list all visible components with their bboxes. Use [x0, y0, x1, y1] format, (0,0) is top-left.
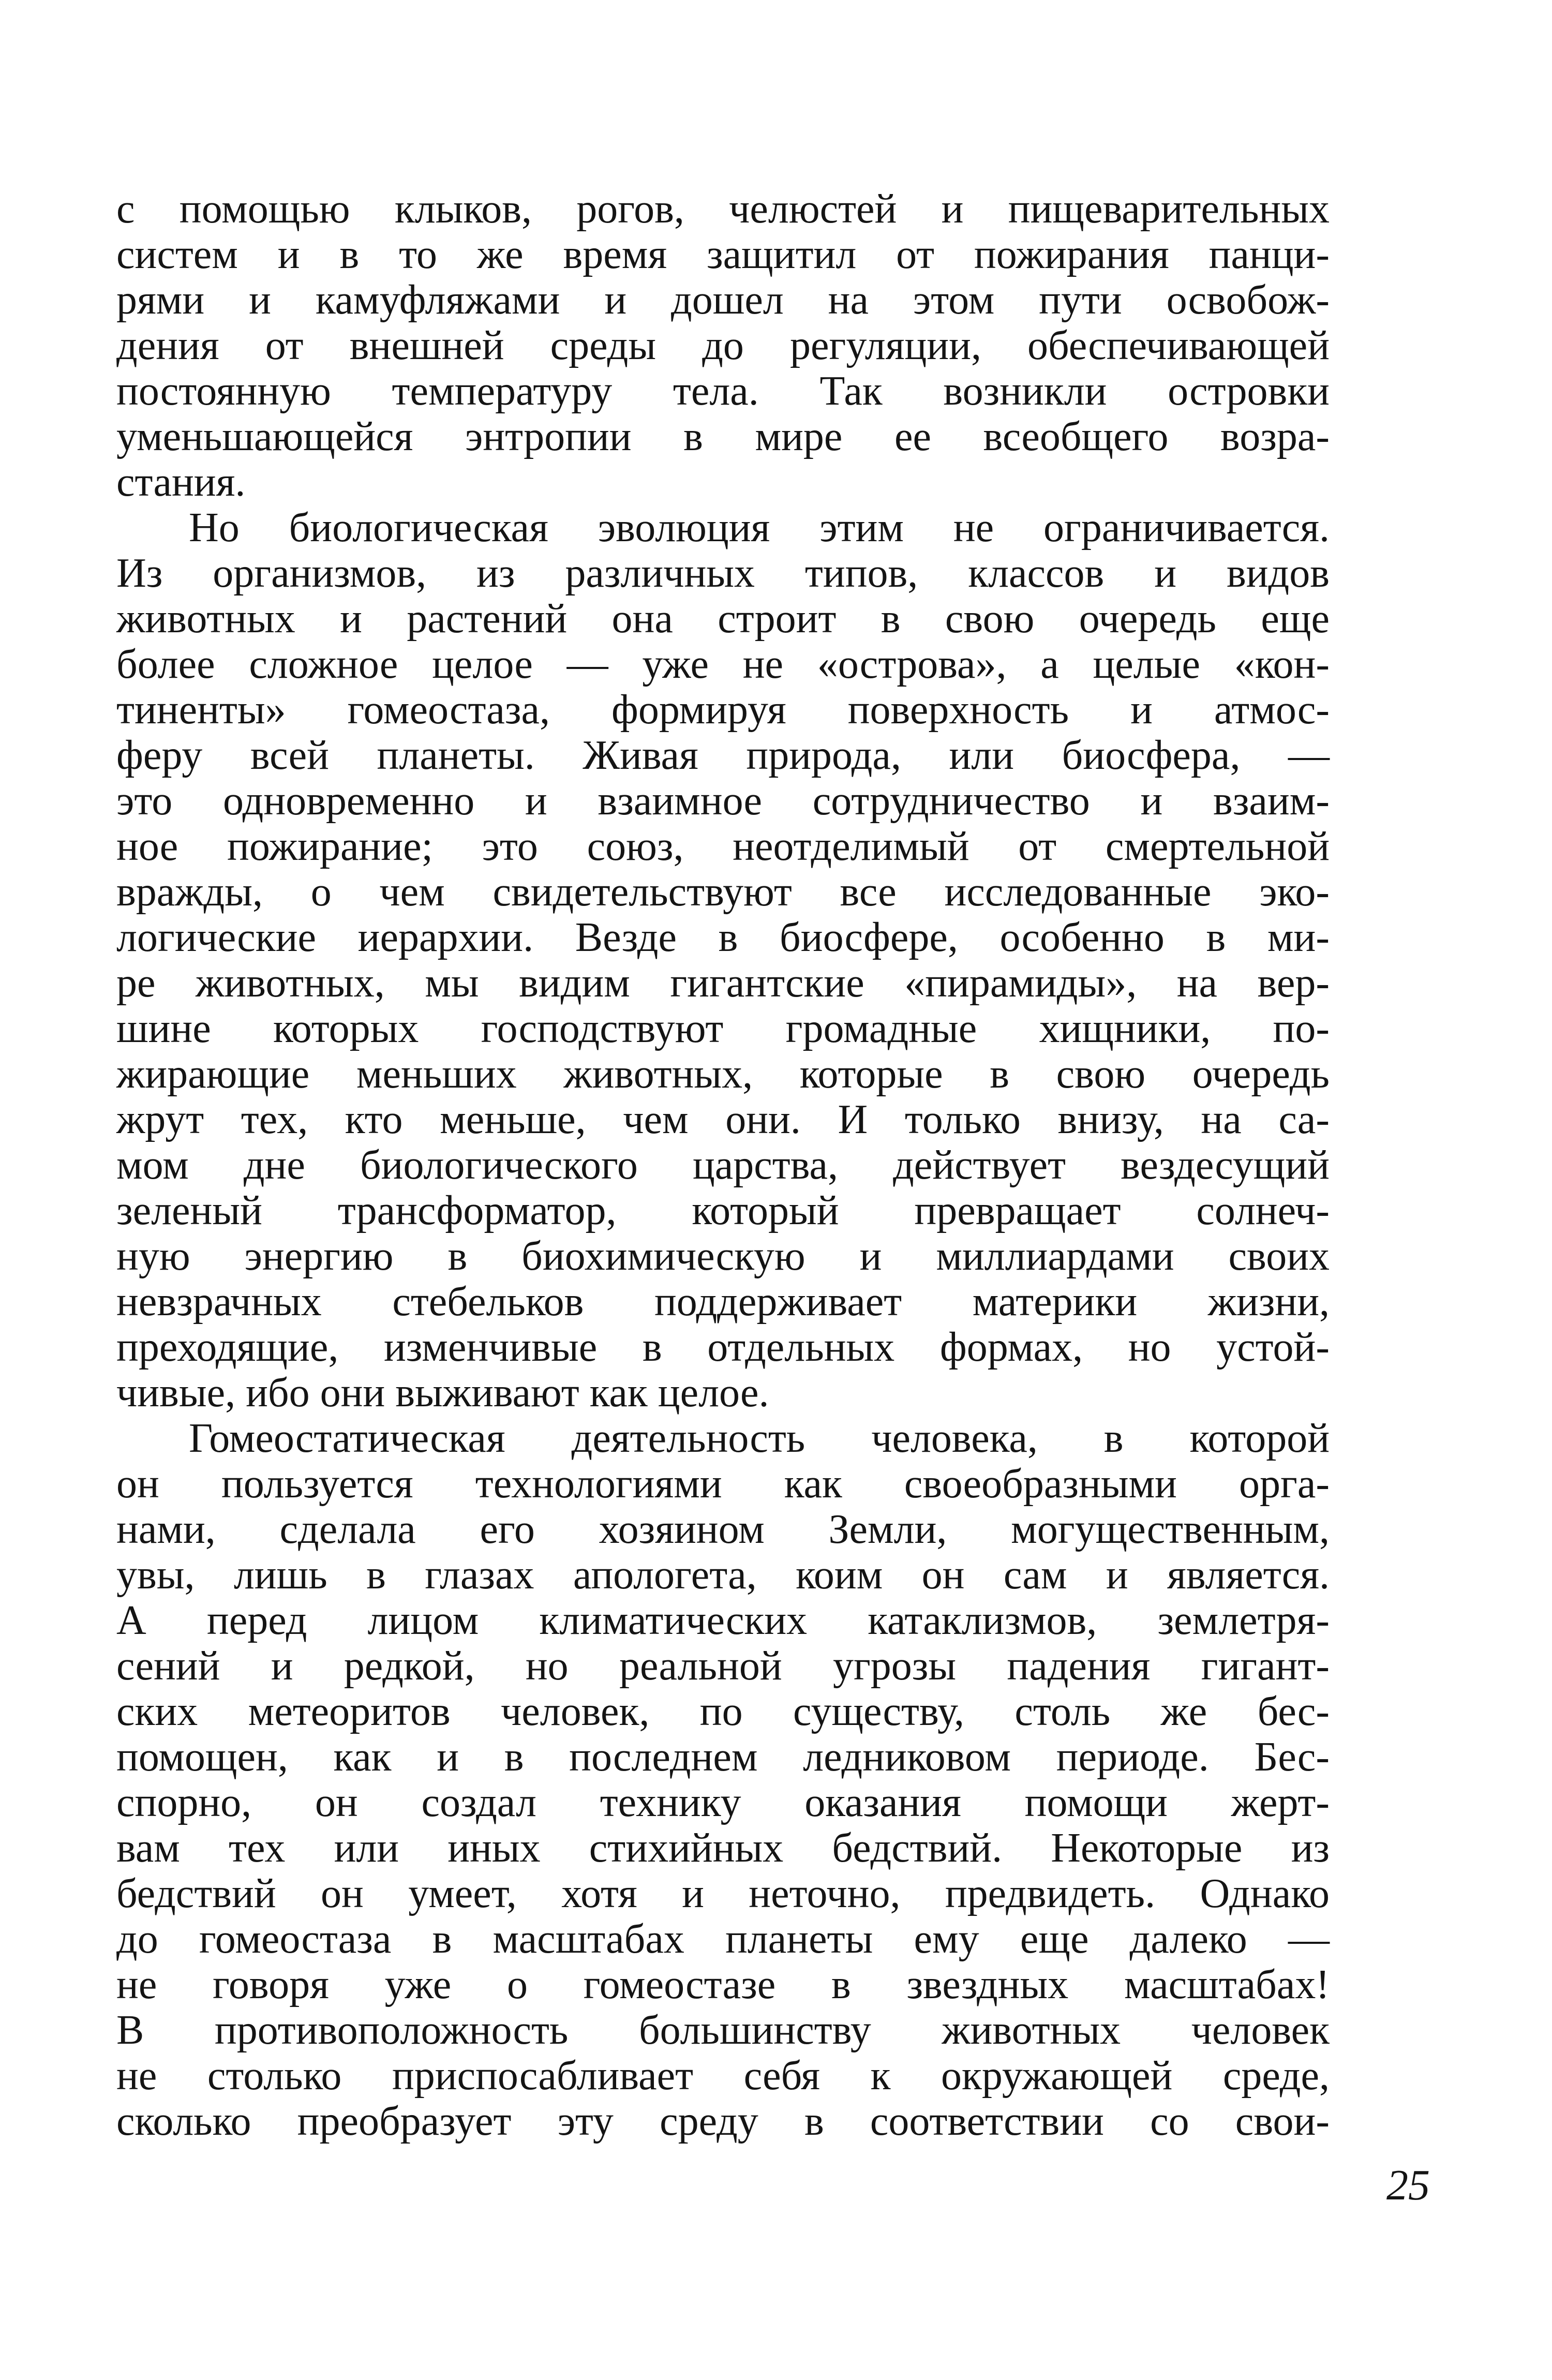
text-line: ских метеоритов человек, по существу, столь же бес- — [116, 1689, 1330, 1734]
text-line: тиненты» гомеостаза, формируя поверхность и атмос- — [116, 687, 1330, 733]
text-line: вражды, о чем свидетельствуют все исследованные эко- — [116, 869, 1330, 915]
page-text-block — [116, 186, 1330, 2144]
text-line: постоянную температуру тела. Так возникли островки — [116, 368, 1330, 414]
text-line: невзрачных стебельков поддерживает материки жизни, — [116, 1279, 1330, 1325]
text-line: жирающие меньших животных, которые в свою очередь — [116, 1051, 1330, 1097]
text-line: преходящие, изменчивые в отдельных формах, но устой- — [116, 1325, 1330, 1370]
text-line: сколько преобразует эту среду в соответствии со свои- — [116, 2099, 1330, 2144]
text-line: рями и камуфляжами и дошел на этом пути освобож- — [116, 277, 1330, 323]
text-line: бедствий он умеет, хотя и неточно, предвидеть. Однако — [116, 1871, 1330, 1916]
text-line: жрут тех, кто меньше, чем они. И только внизу, на са- — [116, 1097, 1330, 1142]
text-line: вам тех или иных стихийных бедствий. Некоторые из — [116, 1825, 1330, 1871]
text-line: это одновременно и взаимное сотрудничество и взаим- — [116, 778, 1330, 824]
text-line: помощен, как и в последнем ледниковом периоде. Бес- — [116, 1734, 1330, 1780]
text-line: чивые, ибо они выживают как целое. — [116, 1370, 769, 1416]
text-line: увы, лишь в глазах апологета, коим он сам и является. — [116, 1552, 1330, 1598]
text-line: шине которых господствуют громадные хищники, по- — [116, 1006, 1330, 1051]
text-line: ное пожирание; это союз, неотделимый от смертельной — [116, 824, 1330, 869]
text-line: до гомеостаза в масштабах планеты ему еще далеко — — [116, 1916, 1330, 1962]
text-line: сений и редкой, но реальной угрозы падения гигант- — [116, 1643, 1330, 1689]
text-line: с помощью клыков, рогов, челюстей и пищеварительных — [116, 186, 1330, 232]
text-line: Гомеостатическая деятельность человека, в которой — [189, 1416, 1330, 1461]
text-line: более сложное целое — уже не «острова», а целые «кон- — [116, 642, 1330, 687]
text-line: мом дне биологического царства, действует вездесущий — [116, 1142, 1330, 1188]
page-number: 25 — [1386, 2161, 1430, 2209]
text-line: ре животных, мы видим гигантские «пирамиды», на вер- — [116, 960, 1330, 1006]
text-line: животных и растений она строит в свою очередь еще — [116, 596, 1330, 642]
text-line: не говоря уже о гомеостазе в звездных масштабах! — [116, 1962, 1330, 2007]
text-line: не столько приспосабливает себя к окружающей среде, — [116, 2053, 1330, 2099]
text-line: нами, сделала его хозяином Земли, могущественным, — [116, 1507, 1330, 1552]
text-line: В противоположность большинству животных человек — [116, 2007, 1330, 2053]
text-line: логические иерархии. Везде в биосфере, особенно в ми- — [116, 915, 1330, 960]
text-line: спорно, он создал технику оказания помощи жерт- — [116, 1780, 1330, 1825]
text-line: феру всей планеты. Живая природа, или биосфера, — — [116, 733, 1330, 778]
text-line: Но биологическая эволюция этим не ограничивается. — [189, 505, 1330, 551]
text-line: А перед лицом климатических катаклизмов, землетря- — [116, 1598, 1330, 1643]
text-line: дения от внешней среды до регуляции, обеспечивающей — [116, 323, 1330, 368]
text-line: систем и в то же время защитил от пожирания панци- — [116, 232, 1330, 277]
text-line: ную энергию в биохимическую и миллиардами своих — [116, 1233, 1330, 1279]
text-line: зеленый трансформатор, который превращает солнеч- — [116, 1188, 1330, 1233]
text-line: Из организмов, из различных типов, классов и видов — [116, 551, 1330, 596]
text-line: он пользуется технологиями как своеобразными орга- — [116, 1461, 1330, 1507]
text-line: уменьшающейся энтропии в мире ее всеобщего возра- — [116, 414, 1330, 459]
text-line: стания. — [116, 459, 246, 505]
